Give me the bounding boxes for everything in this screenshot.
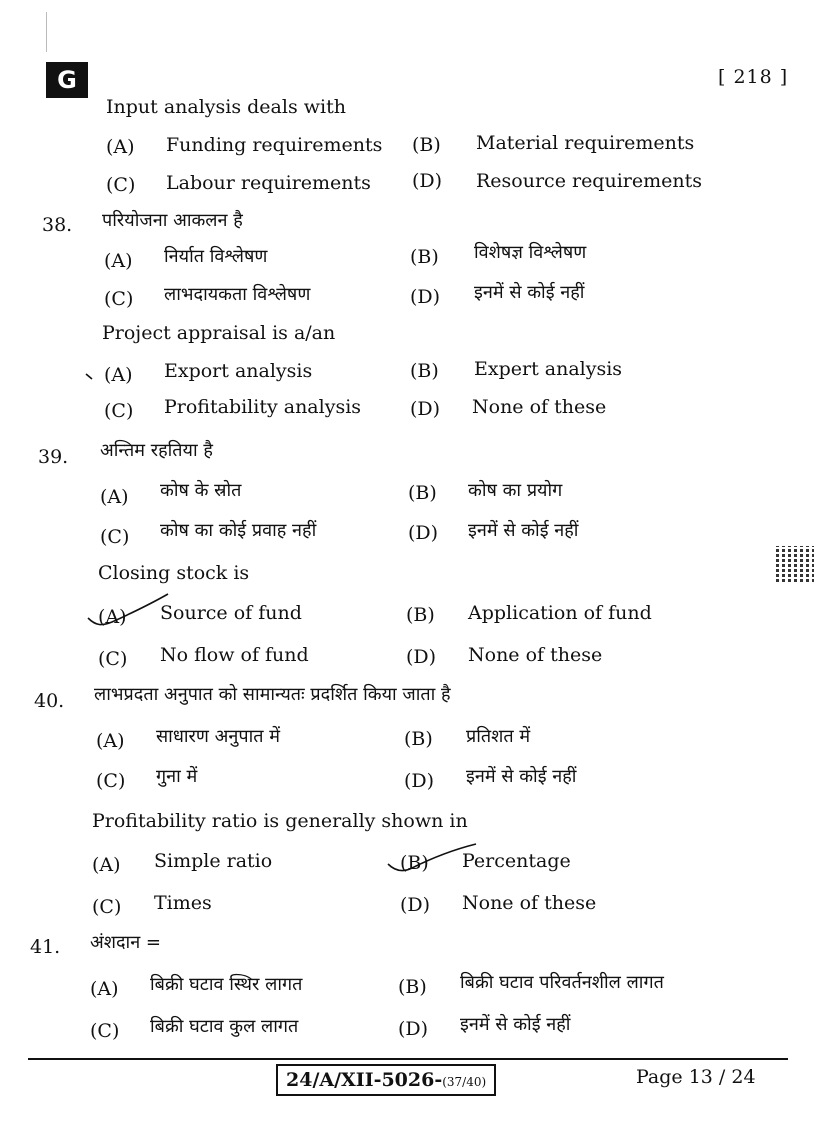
option-text: Resource requirements xyxy=(476,170,702,192)
question-number: 38. xyxy=(42,214,73,236)
option-text-hindi: कोष का कोई प्रवाह नहीं xyxy=(160,520,317,541)
option-label: (C) xyxy=(92,896,122,918)
option-text-hindi: साधारण अनुपात में xyxy=(156,726,281,747)
option-text-hindi: इनमें से कोई नहीं xyxy=(466,766,577,787)
option-label: (A) xyxy=(106,136,135,158)
option-text: Expert analysis xyxy=(474,358,623,380)
option-label: (C) xyxy=(106,174,136,196)
set-badge: G xyxy=(46,62,88,98)
option-text: None of these xyxy=(462,892,597,914)
option-label: (D) xyxy=(410,398,441,420)
page-number: Page 13 / 24 xyxy=(636,1066,756,1088)
option-text: None of these xyxy=(468,644,603,666)
handwritten-tick-mark xyxy=(84,592,174,632)
option-text: Times xyxy=(154,892,212,914)
option-text-hindi: कोष के स्रोत xyxy=(160,480,242,501)
option-label: (A) xyxy=(104,250,133,272)
question-number: 39. xyxy=(38,446,69,468)
option-label: (A) xyxy=(104,364,133,386)
option-label: (B) xyxy=(400,852,429,874)
option-label: (D) xyxy=(408,522,439,544)
option-text-hindi: लाभदायकता विश्लेषण xyxy=(164,284,311,305)
question-text-english: Closing stock is xyxy=(98,562,250,584)
page-reference: [ 218 ] xyxy=(718,66,789,88)
option-text-hindi: इनमें से कोई नहीं xyxy=(460,1014,571,1035)
option-text-hindi: बिक्री घटाव कुल लागत xyxy=(150,1016,299,1037)
option-label: (B) xyxy=(410,360,439,382)
qr-code-icon xyxy=(776,546,814,582)
option-text-hindi: इनमें से कोई नहीं xyxy=(468,520,579,541)
option-text: Material requirements xyxy=(476,132,695,154)
handwritten-tick-mark xyxy=(386,840,480,880)
paper-code: 24/A/XII-5026- xyxy=(286,1069,443,1091)
option-text-hindi: गुना में xyxy=(156,766,198,787)
question-text-english: Project appraisal is a/an xyxy=(102,322,336,344)
question-text-hindi: अन्तिम रहतिया है xyxy=(100,440,213,461)
option-label: (B) xyxy=(410,246,439,268)
option-text: Percentage xyxy=(462,850,571,872)
option-label: (B) xyxy=(398,976,427,998)
option-text: Labour requirements xyxy=(166,172,371,194)
option-text: Profitability analysis xyxy=(164,396,362,418)
option-label: (D) xyxy=(400,894,431,916)
option-text: Source of fund xyxy=(160,602,302,624)
question-text-hindi: अंशदान = xyxy=(90,932,162,953)
option-label: (D) xyxy=(398,1018,429,1040)
option-text-hindi: बिक्री घटाव परिवर्तनशील लागत xyxy=(460,972,664,993)
option-label: (B) xyxy=(412,134,441,156)
option-text-hindi: कोष का प्रयोग xyxy=(468,480,563,501)
option-label: (C) xyxy=(104,288,134,310)
scan-margin-line xyxy=(46,12,47,52)
option-label: (C) xyxy=(96,770,126,792)
option-text: Simple ratio xyxy=(154,850,273,872)
option-label: (B) xyxy=(408,482,437,504)
option-label: (A) xyxy=(92,854,121,876)
question-text-english: Profitability ratio is generally shown in xyxy=(92,810,468,832)
option-text: Export analysis xyxy=(164,360,313,382)
paper-code-suffix: (37/40) xyxy=(442,1075,487,1089)
option-text-hindi: प्रतिशत में xyxy=(466,726,531,747)
option-text-hindi: विशेषज्ञ विश्लेषण xyxy=(474,242,587,263)
option-label: (D) xyxy=(406,646,437,668)
option-label: (B) xyxy=(406,604,435,626)
question-text-hindi: परियोजना आकलन है xyxy=(102,210,243,231)
option-text-hindi: निर्यात विश्लेषण xyxy=(164,246,268,267)
option-label: (C) xyxy=(104,400,134,422)
option-label: (C) xyxy=(98,648,128,670)
question-number: 41. xyxy=(30,936,61,958)
prev-question-text: Input analysis deals with xyxy=(106,96,346,118)
option-label: (C) xyxy=(90,1020,120,1042)
option-label: (A) xyxy=(90,978,119,1000)
option-text-hindi: बिक्री घटाव स्थिर लागत xyxy=(150,974,303,995)
footer-rule xyxy=(28,1058,788,1060)
pen-dot-mark xyxy=(84,370,100,382)
option-text: Funding requirements xyxy=(166,134,383,156)
option-label: (D) xyxy=(412,170,443,192)
option-label: (A) xyxy=(96,730,125,752)
option-label: (A) xyxy=(100,486,129,508)
option-label: (B) xyxy=(404,728,433,750)
paper-code-box xyxy=(276,1064,496,1096)
option-label: (D) xyxy=(404,770,435,792)
option-label: (D) xyxy=(410,286,441,308)
question-text-hindi: लाभप्रदता अनुपात को सामान्यतः प्रदर्शित किया जाता है xyxy=(94,684,451,705)
option-text: None of these xyxy=(472,396,607,418)
option-text-hindi: इनमें से कोई नहीं xyxy=(474,282,585,303)
option-label: (A) xyxy=(98,606,127,628)
option-text: No flow of fund xyxy=(160,644,309,666)
option-text: Application of fund xyxy=(468,602,652,624)
question-number: 40. xyxy=(34,690,65,712)
option-label: (C) xyxy=(100,526,130,548)
